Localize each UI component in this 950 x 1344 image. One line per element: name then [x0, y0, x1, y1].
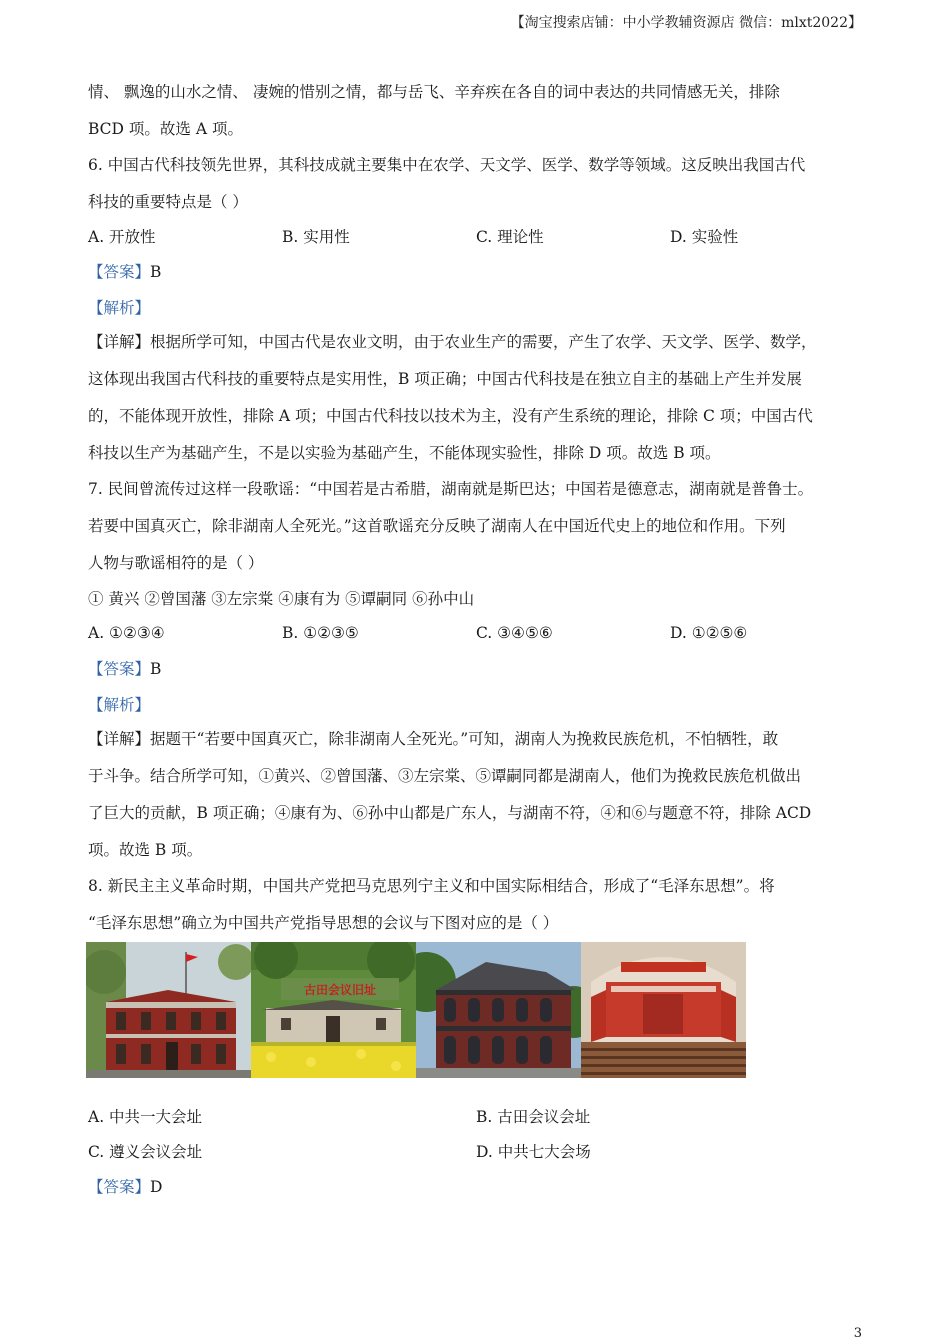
- answer-value: D: [150, 1178, 163, 1196]
- q6-stem-line: 科技的重要特点是（ ）: [88, 193, 248, 211]
- answer-tag: 【答案】: [88, 660, 151, 678]
- q8-stem-line: “毛泽东思想”确立为中国共产党指导思想的会议与下图对应的是（ ）: [88, 914, 559, 932]
- q7-stem-line: 若要中国真灭亡，除非湖南人全死光。”这首歌谣充分反映了湖南人在中国近代史上的地位和作用。下列: [88, 517, 786, 535]
- detail-text: 根据所学可知，中国古代是农业文明，由于农业生产的需要，产生了农学、天文学、医学、数学，: [150, 333, 817, 351]
- text-line: BCD 项。故选 A 项。: [88, 120, 243, 138]
- analysis-tag: 【解析】: [88, 299, 151, 317]
- photo-first-congress-site: [86, 942, 251, 1078]
- q7-detail-line: 项。故选 B 项。: [88, 841, 203, 859]
- page-header: 【淘宝搜索店铺：中小学教辅资源店 微信：mlxt2022】: [510, 15, 862, 31]
- q8-stem-line: 8. 新民主主义革命时期，中国共产党把马克思列宁主义和中国实际相结合，形成了“毛泽东思想”。将: [88, 877, 775, 895]
- q7-detail-line: 了巨大的贡献，B 项正确；④康有为、⑥孙中山都是广东人，与湖南不符，④和⑥与题意不符，排除 ACD: [88, 804, 812, 822]
- q7-analysis: [88, 695, 150, 715]
- q8-option-a: A. 中共一大会址: [88, 1108, 203, 1126]
- q8-option-c: C. 遵义会议会址: [88, 1143, 203, 1161]
- q7-detail-line: 于斗争。结合所学可知，①黄兴、②曾国藩、③左宗棠、⑤谭嗣同都是湖南人，他们为挽救民族危机做出: [88, 767, 802, 785]
- photo-zunyi-meeting-site: [416, 942, 581, 1078]
- q7-option-b: B. ①②③⑤: [282, 624, 359, 642]
- q6-option-a: A. 开放性: [88, 228, 156, 246]
- analysis-tag: 【解析】: [88, 696, 151, 714]
- answer-tag: 【答案】: [88, 1178, 151, 1196]
- detail-tag: 【详解】: [88, 730, 151, 748]
- q8-option-b: B. 古田会议会址: [476, 1108, 591, 1126]
- photo-gutian-meeting-site: [251, 942, 416, 1078]
- q6-option-d: D. 实验性: [670, 228, 739, 246]
- detail-tag: 【详解】: [88, 333, 151, 351]
- photo-sign-text: 古田会议旧址: [303, 983, 377, 997]
- answer-value: B: [150, 263, 162, 281]
- q7-answer: [88, 659, 161, 679]
- q7-stem-line: 7. 民间曾流传过这样一段歌谣：“中国若是古希腊，湖南就是斯巴达；中国若是德意志，湖南就是普鲁士。: [88, 480, 814, 498]
- q6-analysis: [88, 298, 150, 318]
- q7-choices-list: ① 黄兴 ②曾国藩 ③左宗棠 ④康有为 ⑤谭嗣同 ⑥孙中山: [88, 590, 475, 608]
- text-line: 情、 飘逸的山水之情、 凄婉的惜别之情，都与岳飞、辛弃疾在各自的词中表达的共同情感无关，排除: [88, 83, 780, 101]
- q6-answer: [88, 262, 161, 282]
- q6-detail-line: [88, 332, 817, 352]
- q6-option-b: B. 实用性: [282, 228, 350, 246]
- q8-photo-strip: [86, 942, 746, 1078]
- q6-detail-line: 的，不能体现开放性，排除 A 项；中国古代科技以技术为主，没有产生系统的理论，排除 C 项；中国古代: [88, 407, 813, 425]
- detail-text: 据题干“若要中国真灭亡，除非湖南人全死光。”可知，湖南人为挽救民族危机，不怕牺牲，敢: [150, 730, 779, 748]
- photo-seventh-congress-hall: [581, 942, 746, 1078]
- q7-stem-line: 人物与歌谣相符的是（ ）: [88, 554, 264, 572]
- answer-value: B: [150, 660, 162, 678]
- q7-detail-line: [88, 729, 778, 749]
- q6-stem-line: 6. 中国古代科技领先世界，其科技成就主要集中在农学、天文学、医学、数学等领域。这反映出我国古代: [88, 156, 806, 174]
- q7-option-d: D. ①②⑤⑥: [670, 624, 748, 642]
- q6-detail-line: 科技以生产为基础产生，不是以实验为基础产生，不能体现实验性，排除 D 项。故选 B 项。: [88, 444, 721, 462]
- q6-option-c: C. 理论性: [476, 228, 544, 246]
- q6-detail-line: 这体现出我国古代科技的重要特点是实用性，B 项正确；中国古代科技是在独立自主的基础上产生并发展: [88, 370, 802, 388]
- q7-option-c: C. ③④⑤⑥: [476, 624, 553, 642]
- q8-answer: [88, 1177, 162, 1197]
- page-number: 3: [853, 1326, 862, 1341]
- q8-option-d: D. 中共七大会场: [476, 1143, 591, 1161]
- answer-tag: 【答案】: [88, 263, 151, 281]
- q7-option-a: A. ①②③④: [88, 624, 165, 642]
